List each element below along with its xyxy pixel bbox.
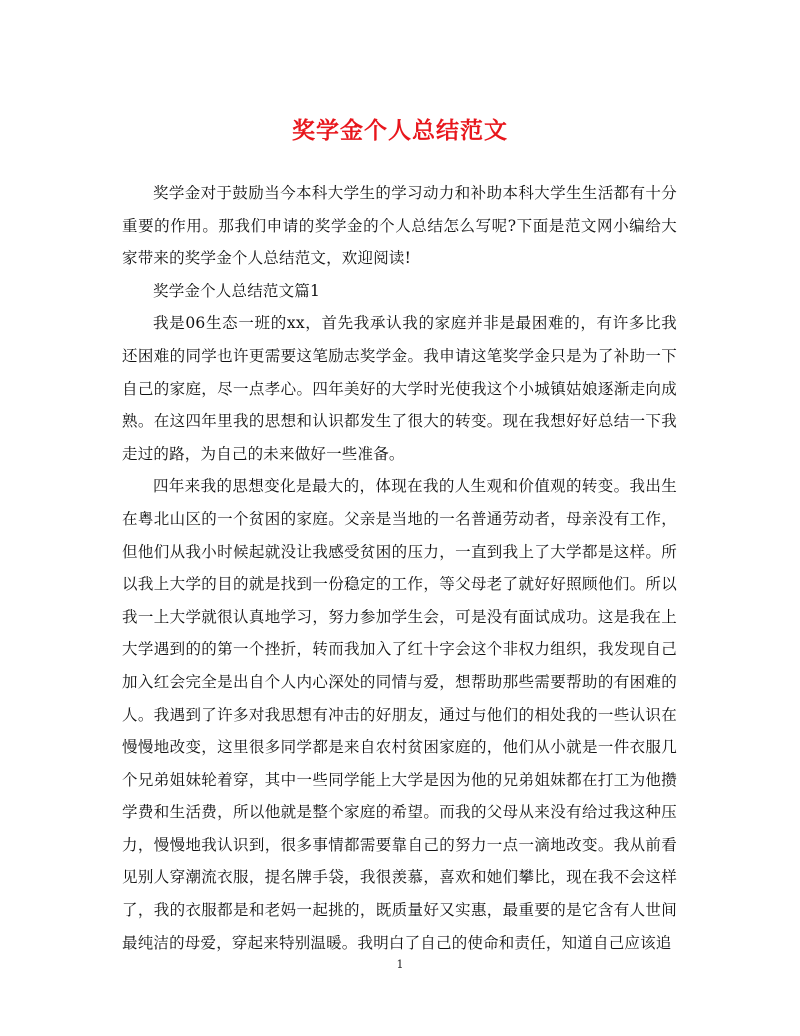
document-body (122, 177, 677, 959)
document-title: 奖学金个人总结范文 (292, 117, 508, 144)
intro-paragraph: 奖学金对于鼓励当今本科大学生的学习动力和补助本科大学生生活都有十分重要的作用。那我们申请的奖学金的个人总结怎么写呢?下面是范文网小编给大家带来的奖学金个人总结范文，欢迎阅读! (122, 184, 677, 268)
body-paragraph-1: 我是06生态一班的xx，首先我承认我的家庭并非是最困难的，有许多比我还困难的同学也许更需要这笔励志奖学金。我申请这笔奖学金只是为了补助一下自己的家庭，尽一点孝心。四年美好的大学时光使我这个小城镇姑娘逐渐走向成熟。在这四年里我的思想和认识都发生了很大的转变。现在我想好好总结一下我走过的路，为自己的未来做好一些准备。 (122, 314, 677, 463)
section-heading: 奖学金个人总结范文篇1 (153, 281, 321, 300)
page-number: 1 (396, 958, 404, 971)
body-paragraph-2: 四年来我的思想变化是最大的，体现在我的人生观和价值观的转变。我出生在粤北山区的一个贫困的家庭。父亲是当地的一名普通劳动者，母亲没有工作，但他们从我小时候起就没让我感受贫困的压力，一直到我上了大学都是这样。所以我上大学的目的就是找到一份稳定的工作，等父母老了就好好照顾他们。所以我一上大学就很认真地学习，努力参加学生会，可是没有面试成功。这是我在上大学遇到的的第一个挫折，转而我加入了红十字会这个非权力组织，我发现自己加入红会完全是出自个人内心深处的同情与爱，想帮助那些需要帮助的有困难的人。我遇到了许多对我思想有冲击的好朋友，通过与他们的相处我的一些认识在慢慢地改变，这里很多同学都是来自农村贫困家庭的，他们从小就是一件衣服几个兄弟姐妹轮着穿，其中一些同学能上大学是因为他的兄弟姐妹都在打工为他攒学费和生活费，所以他就是整个家庭的希望。而我的父母从来没有给过我这种压力，慢慢地我认识到，很多事情都需要靠自己的努力一点一滴地改变。我从前看见别人穿潮流衣服，提名牌手袋，我很羡慕，喜欢和她们攀比，现在我不会这样了，我的衣服都是和老妈一起挑的，既质量好又实惠，最重要的是它含有人世间最纯洁的母爱，穿起来特别温暖。我明白了自己的使命和责任，知道自己应该追 (122, 477, 677, 952)
